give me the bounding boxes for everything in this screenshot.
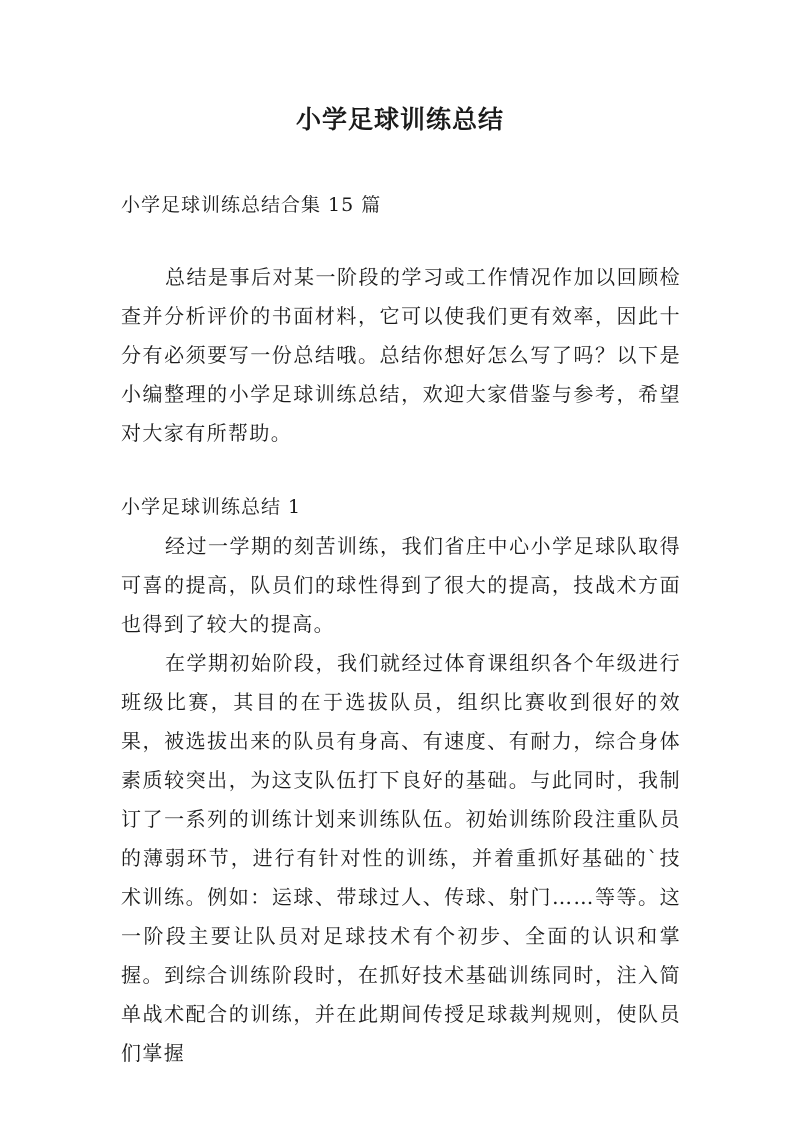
document-subtitle: 小学足球训练总结合集 15 篇 <box>121 194 382 216</box>
section-paragraph-1: 经过一学期的刻苦训练，我们省庄中心小学足球队取得可喜的提高，队员们的球性得到了很大的提高，技战术方面也得到了较大的提高。 <box>121 534 681 636</box>
section-body <box>121 527 681 1073</box>
section-paragraph-2: 在学期初始阶段，我们就经过体育课组织各个年级进行班级比赛，其目的在于选拔队员，组织比赛收到很好的效果，被选拔出来的队员有身高、有速度、有耐力，综合身体素质较突出，为这支队伍打下良好的基础。与此同时，我制订了一系列的训练计划来训练队伍。初始训练阶段注重队员的薄弱环节，进行有针对性的训练，并着重抓好基础的`技术训练。例如：运球、带球过人、传球、射门……等等。这一阶段主要让队员对足球技术有个初步、全面的认识和掌握。到综合训练阶段时，在抓好技术基础训练同时，注入简单战术配合的训练，并在此期间传授足球裁判规则，使队员们掌握 <box>121 651 681 1065</box>
intro-block <box>121 258 681 453</box>
document-title: 小学足球训练总结 <box>295 105 504 134</box>
intro-paragraph: 总结是事后对某一阶段的学习或工作情况作加以回顾检查并分析评价的书面材料，它可以使我们更有效率，因此十分有必须要写一份总结哦。总结你想好怎么写了吗？以下是小编整理的小学足球训练总结，欢迎大家借鉴与参考，希望对大家有所帮助。 <box>121 265 681 445</box>
section-heading: 小学足球训练总结 1 <box>121 496 302 518</box>
